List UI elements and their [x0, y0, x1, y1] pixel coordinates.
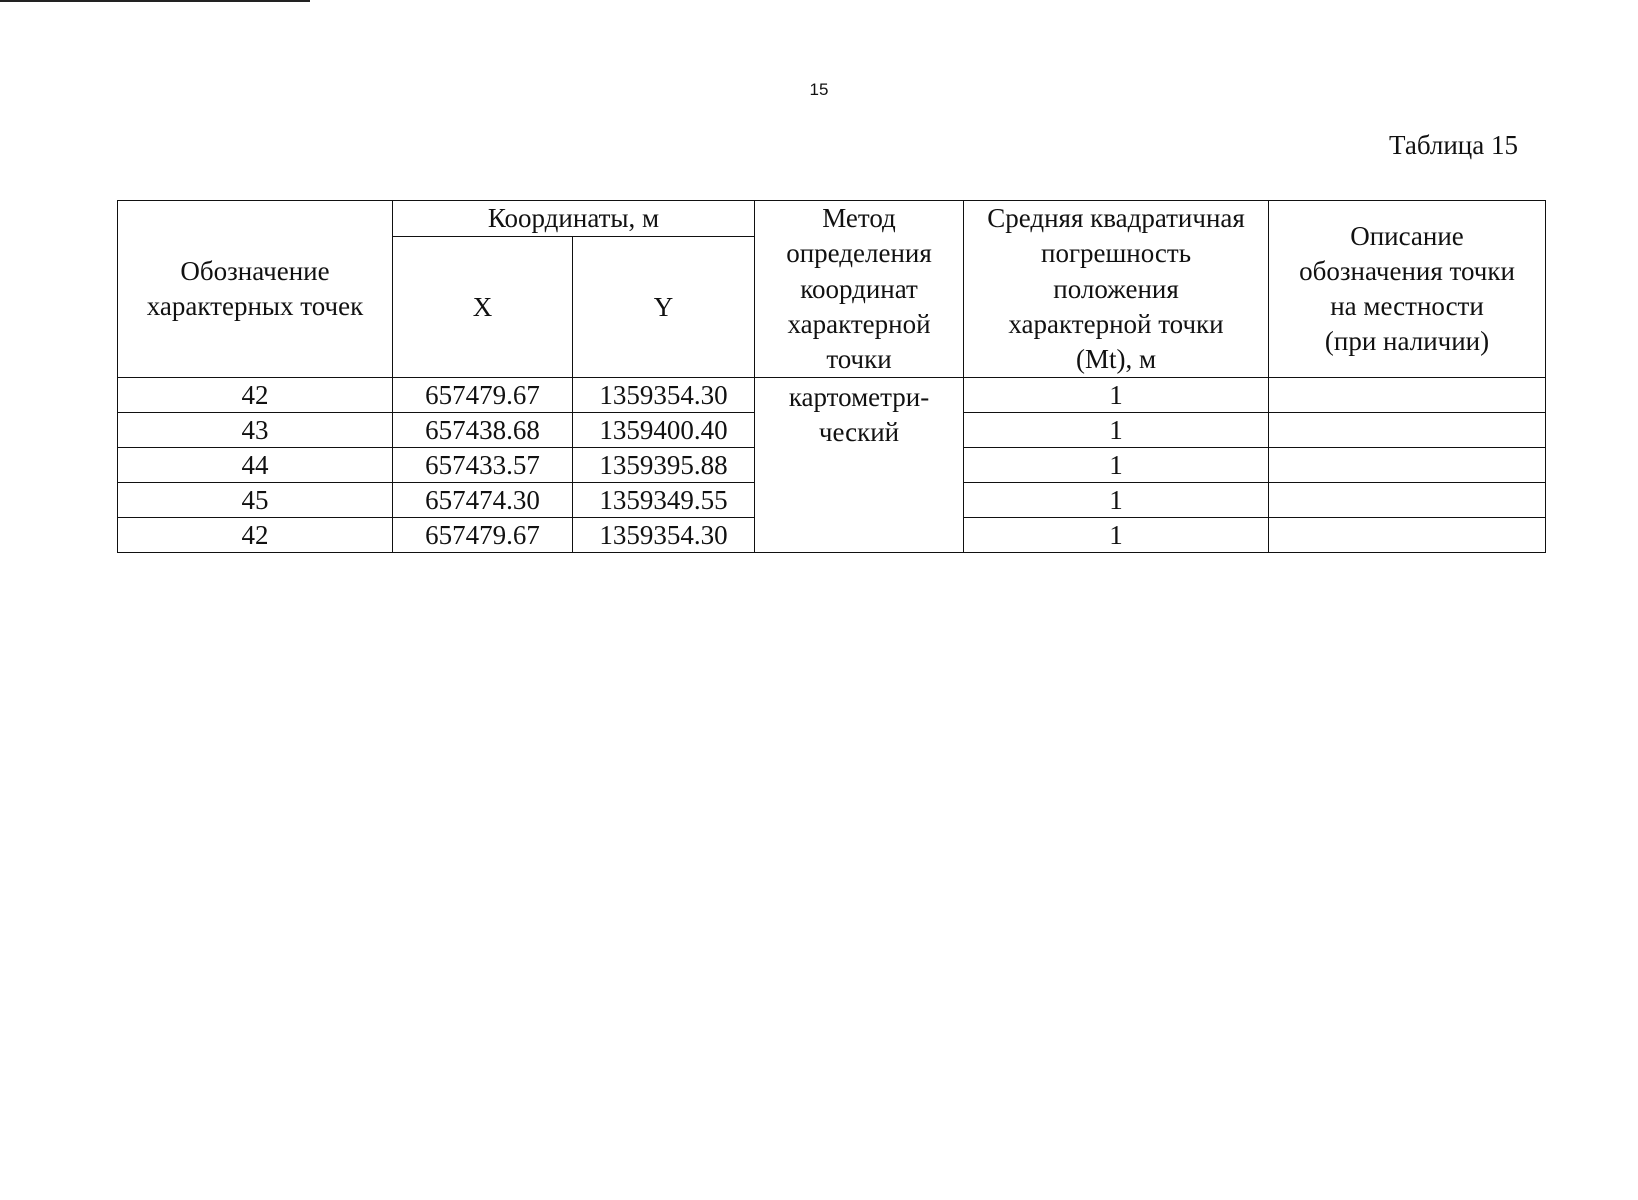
x-cell: 657479.67: [393, 518, 573, 553]
method-cell: картометри- ческий: [755, 378, 964, 553]
error-cell: 1: [964, 483, 1269, 518]
header-y: Y: [573, 237, 755, 378]
x-cell: 657433.57: [393, 448, 573, 483]
x-cell: 657479.67: [393, 378, 573, 413]
point-cell: 44: [118, 448, 393, 483]
point-cell: 45: [118, 483, 393, 518]
y-cell: 1359354.30: [573, 378, 755, 413]
point-cell: 42: [118, 378, 393, 413]
point-cell: 43: [118, 413, 393, 448]
header-point-designation: Обозначение характерных точек: [118, 201, 393, 378]
y-cell: 1359354.30: [573, 518, 755, 553]
x-cell: 657438.68: [393, 413, 573, 448]
x-cell: 657474.30: [393, 483, 573, 518]
y-cell: 1359395.88: [573, 448, 755, 483]
error-cell: 1: [964, 378, 1269, 413]
error-cell: 1: [964, 518, 1269, 553]
header-coordinates: Координаты, м: [393, 201, 755, 237]
description-cell: [1269, 378, 1546, 413]
header-method: Метод определения координат характерной точки: [755, 201, 964, 378]
header-description: Описание обозначения точки на местности (при наличии): [1269, 201, 1546, 378]
point-cell: 42: [118, 518, 393, 553]
description-cell: [1269, 413, 1546, 448]
description-cell: [1269, 448, 1546, 483]
description-cell: [1269, 483, 1546, 518]
error-cell: 1: [964, 413, 1269, 448]
y-cell: 1359349.55: [573, 483, 755, 518]
description-cell: [1269, 518, 1546, 553]
coordinates-table: [117, 200, 1546, 553]
page-number: 15: [809, 80, 829, 99]
error-cell: 1: [964, 448, 1269, 483]
top-rule: [0, 0, 310, 2]
header-mean-error: Средняя квадратичная погрешность положения характерной точки (Mt), м: [964, 201, 1269, 378]
y-cell: 1359400.40: [573, 413, 755, 448]
table-row: [118, 378, 1546, 413]
header-x: X: [393, 237, 573, 378]
table-caption: Таблица 15: [1389, 130, 1518, 160]
